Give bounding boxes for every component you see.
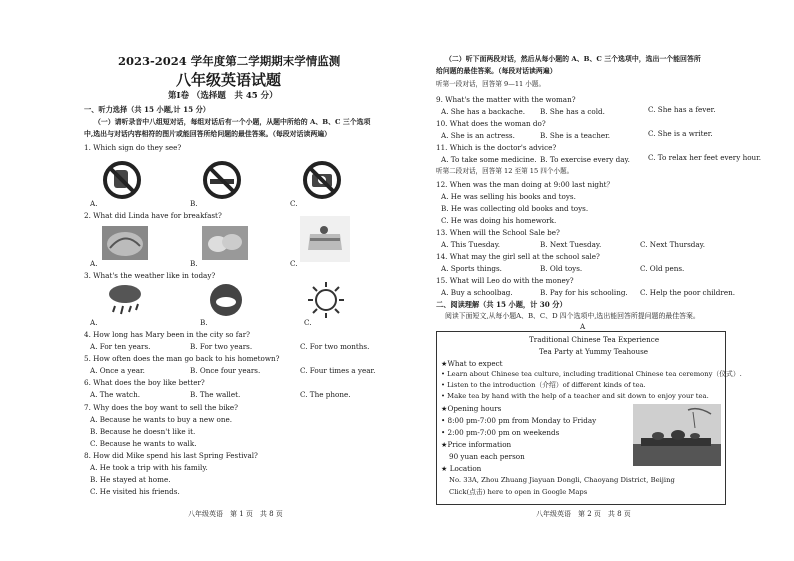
tea-set-photo <box>633 404 721 466</box>
part2-note1: 听第一段对话，回答第 9—11 小题。 <box>436 80 546 88</box>
sunny-icon <box>306 280 346 320</box>
q11-option-c: C. To relax her feet every hour. <box>648 153 762 162</box>
q2-stem: 2. What did Linda have for breakfast? <box>84 211 222 220</box>
q13-option-a: A. This Tuesday. <box>441 240 501 249</box>
q7-option-c: C. Because he wants to walk. <box>90 439 197 448</box>
page-footer-right: 八年级英语 第 2 页 共 8 页 <box>536 510 631 518</box>
ad-price-heading: ★Price information <box>441 440 512 449</box>
q8-option-b: B. He stayed at home. <box>90 475 171 484</box>
q7-option-a: A. Because he wants to buy a new one. <box>90 415 233 424</box>
ad-hours-item: • 8:00 pm-7:00 pm from Monday to Friday <box>441 416 597 425</box>
q1-label-c: C. <box>290 199 298 208</box>
ad-location: No. 33A, Zhou Zhuang Jiayuan Dongli, Chaoyang District, Beijing <box>449 476 675 484</box>
q4-option-b: B. For two years. <box>190 342 253 351</box>
q3-label-a: A. <box>90 318 98 327</box>
q14-option-b: B. Old toys. <box>540 264 583 273</box>
rain-cloud-icon <box>105 282 145 318</box>
ad-title: Traditional Chinese Tea Experience <box>529 335 660 344</box>
q12-stem: 12. When was the man doing at 9:00 last night？ <box>436 180 614 189</box>
ad-expect-item: • Learn about Chinese tea culture, including traditional Chinese tea ceremony（仪式）. <box>441 370 742 378</box>
ad-subtitle: Tea Party at Yummy Teahouse <box>539 347 649 356</box>
cloudy-icon <box>208 283 244 317</box>
ad-hours-item: • 2:00 pm-7:00 pm on weekends <box>441 428 560 437</box>
q14-option-c: C. Old pens. <box>640 264 685 273</box>
no-smoking-sign-icon <box>200 160 244 200</box>
q1-stem: 1. Which sign do they see? <box>84 143 182 152</box>
q6-stem: 6. What does the boy like better? <box>84 378 205 387</box>
q15-option-c: C. Help the poor children. <box>640 288 736 297</box>
q13-option-b: B. Next Tuesday. <box>540 240 602 249</box>
q3-label-b: B. <box>200 318 208 327</box>
q11-stem: 11. Which is the doctor's advice? <box>436 143 557 152</box>
q15-option-a: A. Buy a schoolbag. <box>441 288 513 297</box>
q3-label-c: C. <box>304 318 312 327</box>
section2-instruction: 阅读下面短文,从每小题A、B、C、D 四个选项中,选出能回答所提问题的最佳答案。 <box>445 312 700 320</box>
exam-title: 2023-2024 学年度第二学期期末学情监测 <box>118 54 341 68</box>
dumplings-image <box>200 222 250 262</box>
q9-stem: 9. What's the matter with the woman? <box>436 95 576 104</box>
ad-expect-item: • Make tea by hand with the help of a teacher and sit down to enjoy your tea. <box>441 392 709 400</box>
q15-stem: 15. What will Leo do with the money? <box>436 276 574 285</box>
q2-label-b: B. <box>190 259 198 268</box>
part2-instruction-b: 给问题的最佳答案。（每段对话读两遍） <box>436 67 557 75</box>
q12-option-c: C. He was doing his homework. <box>441 216 557 225</box>
q14-stem: 14. What may the girl sell at the school sale? <box>436 252 600 261</box>
q7-stem: 7. Why does the boy want to sell the bike? <box>84 403 238 412</box>
q8-option-c: C. He visited his friends. <box>90 487 180 496</box>
q8-stem: 8. How did Mike spend his last Spring Festival? <box>84 451 258 460</box>
q9-option-c: C. She has a fever. <box>648 105 716 114</box>
q6-option-a: A. The watch. <box>90 390 140 399</box>
q15-option-b: B. Pay for his schooling. <box>540 288 628 297</box>
q12-option-b: B. He was collecting old books and toys. <box>441 204 589 213</box>
q4-option-a: A. For ten years. <box>90 342 151 351</box>
ad-expect-heading: ★What to expect <box>441 359 503 368</box>
q4-option-c: C. For two months. <box>300 342 370 351</box>
q1-label-a: A. <box>90 199 98 208</box>
q3-stem: 3. What's the weather like in today? <box>84 271 216 280</box>
q5-option-a: A. Once a year. <box>90 366 145 375</box>
no-touching-sign-icon <box>100 160 144 200</box>
q6-option-b: B. The wallet. <box>190 390 241 399</box>
q10-option-c: C. She is a writer. <box>648 129 713 138</box>
q10-option-a: A. She is an actress. <box>441 131 515 140</box>
q1-label-b: B. <box>190 199 198 208</box>
q11-option-a: A. To take some medicine. <box>441 155 537 164</box>
part1-instruction-a: （一）请听录音中八组短对话，每组对话后有一个小题，从题中所给的 A、B、C 三个选项 <box>94 118 371 126</box>
q6-option-c: C. The phone. <box>300 390 351 399</box>
cake-image <box>300 216 350 262</box>
paper-section-title: 第Ⅰ卷 （选择题 共 45 分） <box>168 91 278 101</box>
ad-map-link[interactable]: Click(点击) here to open in Google Maps <box>449 488 588 496</box>
q9-option-b: B. She has a cold. <box>540 107 605 116</box>
q10-option-b: B. She is a teacher. <box>540 131 611 140</box>
ad-expect-item: • Listen to the introduction（介绍）of different kinds of tea. <box>441 381 646 389</box>
q14-option-a: A. Sports things. <box>441 264 502 273</box>
q9-option-a: A. She has a backache. <box>441 107 526 116</box>
q11-option-b: B. To exercise every day. <box>540 155 630 164</box>
ad-hours-heading: ★Opening hours <box>441 404 502 413</box>
teahouse-ad-box <box>436 331 742 505</box>
q2-label-c: C. <box>290 259 298 268</box>
part2-instruction-a: （二）听下面两段对话，然后从每小题的 A、B、C 三个选项中，选出一个能回答所 <box>445 55 701 63</box>
q5-option-c: C. Four times a year. <box>300 366 376 375</box>
part1-instruction-b: 中,选出与对话内容相符的图片或能回答所给问题的最佳答案。（每段对话读两遍） <box>84 130 332 138</box>
q13-stem: 13. When will the School Sale be? <box>436 228 560 237</box>
ad-price: 90 yuan each person <box>449 452 525 461</box>
q12-option-a: A. He was selling his books and toys. <box>441 192 576 201</box>
section2-heading: 二、阅读理解（共 15 小题，计 30 分） <box>436 300 567 309</box>
no-photos-sign-icon <box>300 160 344 200</box>
q13-option-c: C. Next Thursday. <box>640 240 706 249</box>
q8-option-a: A. He took a trip with his family. <box>90 463 208 472</box>
q10-stem: 10. What does the woman do? <box>436 119 546 128</box>
q2-label-a: A. <box>90 259 98 268</box>
page-footer-left: 八年级英语 第 1 页 共 8 页 <box>188 510 283 518</box>
q4-stem: 4. How long has Mary been in the city so far? <box>84 330 251 339</box>
q7-option-b: B. Because he doesn't like it. <box>90 427 196 436</box>
section1-heading: 一、听力选择（共 15 小题,计 15 分） <box>84 105 210 114</box>
exam-subtitle: 八年级英语试题 <box>176 71 282 89</box>
part2-note2: 听第二段对话，回答第 12 至第 15 四个小题。 <box>436 167 574 175</box>
q5-option-b: B. Once four years. <box>190 366 261 375</box>
bread-image <box>100 222 150 262</box>
passage-label: A <box>580 322 586 331</box>
ad-location-heading: ★ Location <box>441 464 482 473</box>
q5-stem: 5. How often does the man go back to his hometown? <box>84 354 280 363</box>
